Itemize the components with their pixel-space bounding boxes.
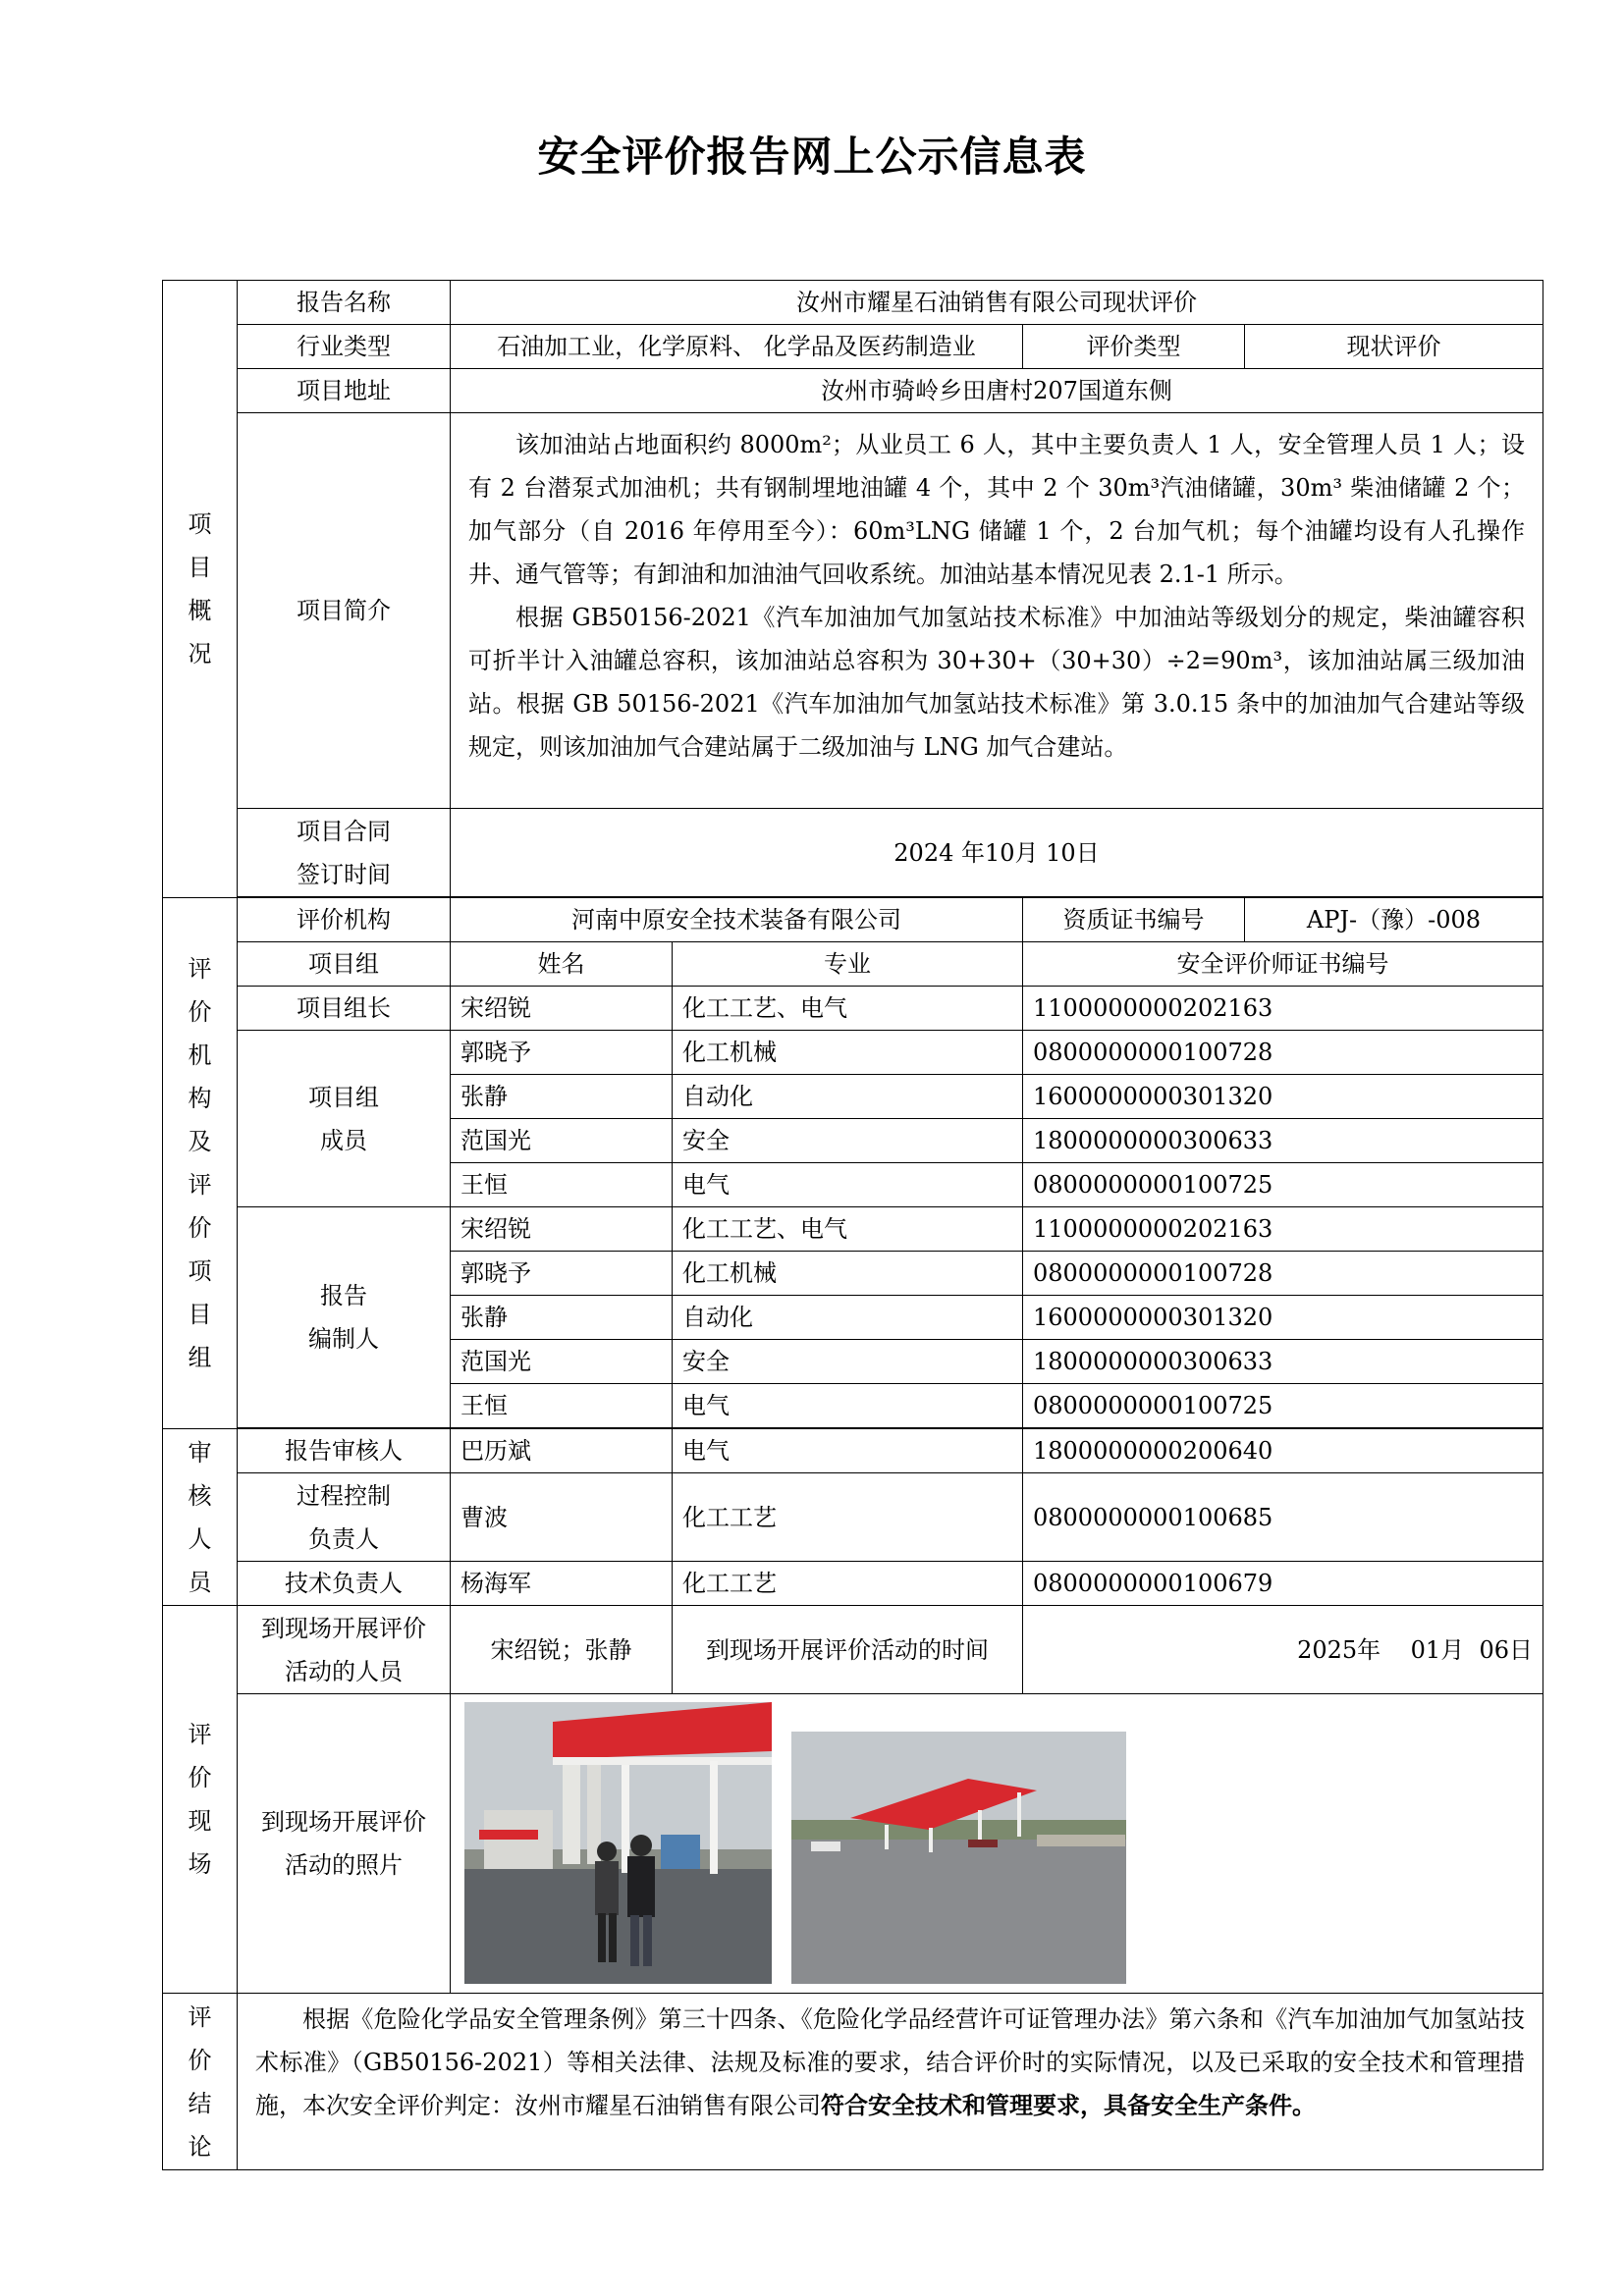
writer-cert: 1600000000301320	[1023, 1296, 1543, 1340]
writer-name: 郭晓予	[451, 1252, 673, 1296]
site-photo-people	[464, 1702, 772, 1984]
writer-cert: 1100000000202163	[1023, 1207, 1543, 1252]
member-major: 自动化	[673, 1075, 1023, 1119]
contract-label: 项目合同 签订时间	[238, 809, 451, 897]
process-cert: 0800000000100685	[1023, 1473, 1543, 1562]
industry-label: 行业类型	[238, 325, 451, 369]
section-site: 评 价 现 场	[163, 1606, 238, 1994]
member-major: 安全	[673, 1119, 1023, 1163]
cert-label: 资质证书编号	[1023, 898, 1245, 942]
member-name: 范国光	[451, 1119, 673, 1163]
section-conclusion: 评 价 结 论	[163, 1994, 238, 2170]
writer-cert: 1800000000300633	[1023, 1340, 1543, 1384]
member-name: 张静	[451, 1075, 673, 1119]
leader-major: 化工工艺、电气	[673, 987, 1023, 1031]
intro-label: 项目简介	[238, 413, 451, 809]
table-row	[163, 1031, 1543, 1075]
member-cert: 1800000000300633	[1023, 1119, 1543, 1163]
conclusion-text	[238, 1994, 1543, 2170]
process-name: 曹波	[451, 1473, 673, 1562]
member-cert: 0800000000100728	[1023, 1031, 1543, 1075]
reviewer-cert: 1800000000200640	[1023, 1429, 1543, 1473]
conclusion-bold: 符合安全技术和管理要求，具备安全生产条件。	[821, 2091, 1316, 2119]
site-people-label: 到现场开展评价 活动的人员	[238, 1606, 451, 1694]
writer-name: 王恒	[451, 1384, 673, 1428]
member-cert: 1600000000301320	[1023, 1075, 1543, 1119]
address-label: 项目地址	[238, 369, 451, 413]
writer-major: 电气	[673, 1384, 1023, 1428]
site-photo-station	[791, 1732, 1126, 1984]
leader-label: 项目组长	[238, 987, 451, 1031]
tech-name: 杨海军	[451, 1562, 673, 1606]
writer-major: 化工工艺、电气	[673, 1207, 1023, 1252]
section-agency: 评 价 机 构 及 评 价 项 目 组	[163, 898, 238, 1429]
reviewer-label: 报告审核人	[238, 1429, 451, 1473]
writer-name: 范国光	[451, 1340, 673, 1384]
header-major: 专业	[673, 942, 1023, 987]
org-value: 河南中原安全技术装备有限公司	[451, 898, 1023, 942]
member-name: 王恒	[451, 1163, 673, 1207]
report-name-label: 报告名称	[238, 281, 451, 325]
site-photos	[451, 1694, 1543, 1994]
intro-paragraph-2: 根据 GB50156-2021《汽车加油加气加氢站技术标准》中加油站等级划分的规定，柴油罐容积可折半计入油罐总容积，该加油站总容积为 30+30+（30+30）÷2=90m³，该加油站属三级加油站。根据 GB 50156-2021《汽车加油加气加氢站技术标准》第 3.0.15 条中的加油加气合建站等级规定，则该加油加气合建站属于二级加油与 LNG 加气合建站。	[468, 604, 1525, 761]
leader-cert: 1100000000202163	[1023, 987, 1543, 1031]
header-name: 姓名	[451, 942, 673, 987]
writers-label: 报告 编制人	[238, 1207, 451, 1428]
tech-cert: 0800000000100679	[1023, 1562, 1543, 1606]
table-row	[163, 1429, 1543, 1473]
reviewer-major: 电气	[673, 1429, 1023, 1473]
tech-label: 技术负责人	[238, 1562, 451, 1606]
table-row	[163, 1473, 1543, 1562]
eval-type-label: 评价类型	[1023, 325, 1245, 369]
info-table	[162, 280, 1543, 2170]
member-major: 化工机械	[673, 1031, 1023, 1075]
writer-major: 安全	[673, 1340, 1023, 1384]
members-label: 项目组 成员	[238, 1031, 451, 1207]
reviewer-name: 巴历斌	[451, 1429, 673, 1473]
table-row	[163, 1562, 1543, 1606]
writer-major: 化工机械	[673, 1252, 1023, 1296]
org-label: 评价机构	[238, 898, 451, 942]
header-cert: 安全评价师证书编号	[1023, 942, 1543, 987]
writer-cert: 0800000000100728	[1023, 1252, 1543, 1296]
report-name: 汝州市耀星石油销售有限公司现状评价	[451, 281, 1543, 325]
section-review: 审 核 人 员	[163, 1429, 238, 1606]
address-value: 汝州市骑岭乡田唐村207国道东侧	[451, 369, 1543, 413]
page-title: 安全评价报告网上公示信息表	[537, 133, 1087, 181]
site-time: 2025年 01月 06日	[1023, 1606, 1543, 1694]
cert-value: APJ-（豫）-008	[1245, 898, 1543, 942]
writer-name: 宋绍锐	[451, 1207, 673, 1252]
process-major: 化工工艺	[673, 1473, 1023, 1562]
industry-value: 石油加工业，化学原料、 化学品及医药制造业	[451, 325, 1023, 369]
conclusion-normal: 根据《危险化学品安全管理条例》第三十四条、《危险化学品经营许可证管理办法》第六条和《汽车加油加气加氢站技术标准》（GB50156-2021）等相关法律、法规及标准的要求，结合评价时的实际情况，以及已采取的安全技术和管理措施，本次安全评价判定：汝州市耀星石油销售有限公司	[255, 2005, 1525, 2119]
writer-cert: 0800000000100725	[1023, 1384, 1543, 1428]
contract-date: 2024 年10月 10日	[451, 809, 1543, 897]
eval-type-value: 现状评价	[1245, 325, 1543, 369]
writer-major: 自动化	[673, 1296, 1023, 1340]
site-people: 宋绍锐；张静	[451, 1606, 673, 1694]
member-cert: 0800000000100725	[1023, 1163, 1543, 1207]
table-row	[163, 987, 1543, 1031]
tech-major: 化工工艺	[673, 1562, 1023, 1606]
member-major: 电气	[673, 1163, 1023, 1207]
table-row	[163, 1207, 1543, 1252]
leader-name: 宋绍锐	[451, 987, 673, 1031]
section-overview: 项 目 概 况	[163, 281, 238, 898]
header-group: 项目组	[238, 942, 451, 987]
intro-paragraph-1: 该加油站占地面积约 8000m²；从业员工 6 人，其中主要负责人 1 人，安全管理人员 1 人；设有 2 台潜泵式加油机；共有钢制埋地油罐 4 个，其中 2 个 30m³汽油储罐，30m³ 柴油储罐 2 个；加气部分（自 2016 年停用至今）：60m³LNG 储罐 1 个，2 台加气机；每个油罐均设有人孔操作井、通气管等；有卸油和加油油气回收系统。加油站基本情况见表 2.1-1 所示。	[468, 431, 1525, 588]
process-label: 过程控制 负责人	[238, 1473, 451, 1562]
intro-text	[451, 413, 1543, 809]
site-photos-label: 到现场开展评价 活动的照片	[238, 1694, 451, 1994]
member-name: 郭晓予	[451, 1031, 673, 1075]
writer-name: 张静	[451, 1296, 673, 1340]
site-time-label: 到现场开展评价活动的时间	[673, 1606, 1023, 1694]
